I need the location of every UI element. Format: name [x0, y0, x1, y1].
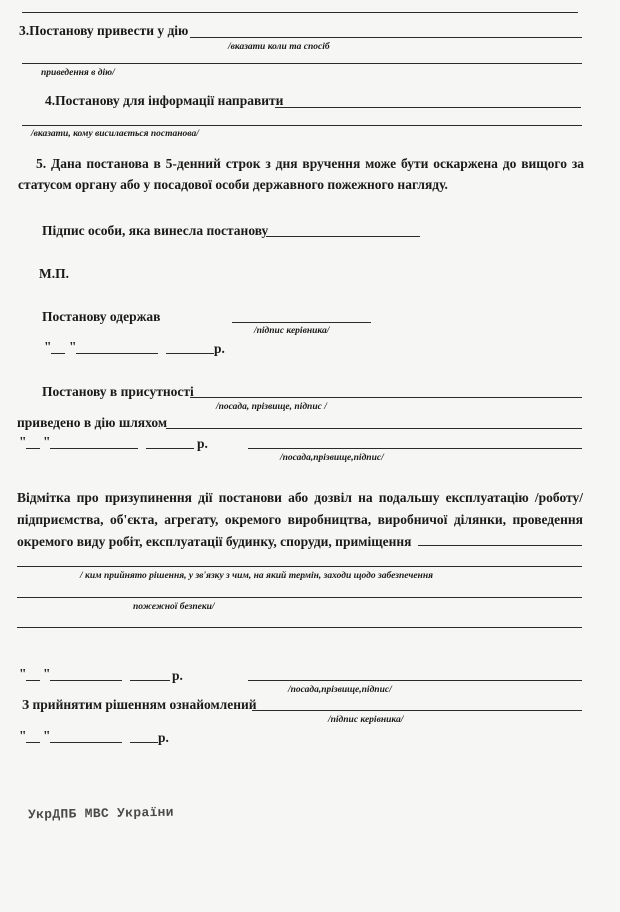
acquainted-label: З прийнятим рішенням ознайомлений [22, 697, 257, 712]
received-year-suffix: р. [214, 341, 225, 356]
suspension-fill-line-3 [17, 627, 582, 628]
presence-fill-line [190, 397, 582, 398]
enforced-hint: /посада,прізвище,підпис/ [280, 453, 384, 463]
item4-hint: /вказати, кому висилається постанова/ [31, 129, 199, 139]
enforced-date-quote-close: " [43, 434, 51, 449]
suspension-fill-line-1 [17, 566, 582, 567]
enforced-year-suffix: р. [197, 436, 208, 451]
acquainted-date-quote-open: " [19, 728, 27, 743]
suspension-sign-hint: /посада,прізвище,підпис/ [288, 685, 392, 695]
enforced-day-line [26, 448, 40, 449]
acquainted-month-line [50, 742, 122, 743]
enforced-label: приведено в дію шляхом [17, 415, 168, 430]
suspension-year-line [130, 680, 170, 681]
received-date-quote-close: " [69, 339, 77, 354]
suspension-fill-line-2 [17, 597, 582, 598]
acquainted-year-line [130, 742, 158, 743]
received-label: Постанову одержав [42, 309, 161, 324]
suspension-paragraph [17, 487, 583, 553]
item4-fill-line [275, 107, 581, 108]
received-year-line [166, 353, 214, 354]
acquainted-hint: /підпис керівника/ [328, 715, 404, 725]
suspension-hint-1: / ким прийнято рішення, у зв'язку з чим, на який термін, заходи щодо забезпечення [80, 571, 433, 581]
issuer-signature-label: Підпис особи, яка винесла постанову [42, 223, 269, 238]
issuer-stamp: УкрДПБ МВС України [27, 804, 174, 823]
suspension-date-quote-close: " [43, 666, 51, 681]
item3-hint-1: /вказати коли та спосіб [228, 42, 330, 52]
item4-fill-line-2 [22, 125, 582, 126]
item3-hint-2: приведення в дію/ [41, 68, 115, 78]
acquainted-signature-line [252, 710, 582, 711]
suspension-hint-2: пожежної безпеки/ [133, 602, 215, 612]
received-signature-line [232, 322, 371, 323]
received-hint: /підпис керівника/ [254, 326, 330, 336]
suspension-day-line [26, 680, 40, 681]
item3-fill-line [190, 37, 582, 38]
suspension-signature-line [248, 680, 582, 681]
item3-fill-line-2 [22, 63, 582, 64]
acquainted-day-line [26, 742, 40, 743]
enforced-month-line [50, 448, 138, 449]
enforced-date-quote-open: " [19, 434, 27, 449]
item4-label: 4.Постанову для інформації направити [45, 93, 284, 108]
top-rule [22, 12, 578, 13]
suspension-year-suffix: р. [172, 668, 183, 683]
suspension-fill-line-0 [418, 545, 582, 546]
issuer-signature-line [266, 236, 420, 237]
suspension-date-quote-open: " [19, 666, 27, 681]
received-date-quote-open: " [44, 339, 52, 354]
enforced-fill-line [166, 428, 582, 429]
received-day-line [51, 353, 65, 354]
suspension-text: Відмітка про призупинення дії постанови або дозвіл на подальшу експлуатацію /роботу/ підприємства, об'єкта, агрегату, окремого виробництва, виробничої ділянки, проведення окремого виду робіт, експлуатації будинку, споруди, приміщення [17, 490, 583, 549]
seal-mark: М.П. [39, 266, 69, 281]
item5-paragraph: 5. Дана постанова в 5-денний строк з дня вручення може бути оскаржена до вищого за статусом органу або у посадової особи державного пожежного нагляду. [18, 156, 584, 192]
item3-label: 3.Постанову привести у дію [19, 23, 189, 38]
acquainted-date-quote-close: " [43, 728, 51, 743]
received-month-line [76, 353, 158, 354]
suspension-month-line [50, 680, 122, 681]
presence-hint: /посада, прізвище, підпис / [216, 402, 327, 412]
enforced-signature-line [248, 448, 582, 449]
enforced-year-line [146, 448, 194, 449]
presence-label: Постанову в присутності [42, 384, 194, 399]
acquainted-year-suffix: р. [158, 730, 169, 745]
